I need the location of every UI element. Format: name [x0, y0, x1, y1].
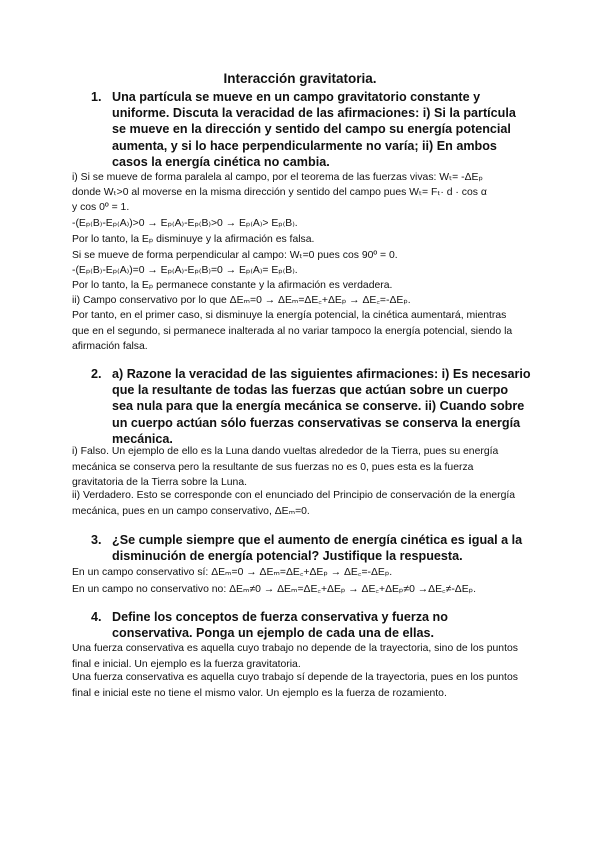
q1-answer-line-2: donde Wₜ>0 al moverse en la misma dirección y sentido del campo pues Wₜ= Fₜ· d · cos α — [72, 187, 487, 198]
q1-answer-line-3: y cos 0º = 1. — [72, 202, 130, 213]
q1-answer-line-4: -(Eₚ₍B₎-Eₚ₍A₎)>0 → Eₚ₍A₎-Eₚ₍B₎>0 → Eₚ₍A₎> Eₚ₍B₎. — [72, 218, 298, 229]
q3-answer-line-2: En un campo no conservativo no: ΔEₘ≠0 → ΔEₘ=ΔE꜀+ΔEₚ → ΔE꜀+ΔEₚ≠0 →ΔE꜀≠-ΔEₚ. — [72, 584, 476, 595]
question-4-text: Define los conceptos de fuerza conservativa y fuerza no conservativa. Ponga un ejemplo de cada una de ellas. — [112, 610, 448, 641]
question-4 — [91, 609, 531, 641]
q1-answer-line-7: -(Eₚ₍B₎-Eₚ₍A₎)=0 → Eₚ₍A₎-Eₚ₍B₎=0 → Eₚ₍A₎= Eₚ₍B₎. — [72, 265, 298, 276]
page-title: Interacción gravitatoria. — [223, 71, 377, 86]
q1-answer-line-1: i) Si se mueve de forma paralela al campo, por el teorema de las fuerzas vivas: Wₜ= -ΔEₚ — [72, 172, 483, 183]
q1-answer-line-9: ii) Campo conservativo por lo que ΔEₘ=0 → ΔEₘ=ΔE꜀+ΔEₚ → ΔE꜀=-ΔEₚ. — [72, 295, 411, 306]
q2-answer-i: i) Falso. Un ejemplo de ello es la Luna dando vueltas alrededor de la Tierra, pues su energía mecánica se conserva pero la resultante de sus fuerzas no es 0, pues esta es la fuerza gravitatoria de la Tierra sobre la Luna. — [72, 446, 499, 489]
question-4-number: 4. — [91, 610, 102, 624]
q3-answer-line-1: En un campo conservativo sí: ΔEₘ=0 → ΔEₘ=ΔE꜀+ΔEₚ → ΔE꜀=-ΔEₚ. — [72, 567, 393, 578]
question-2-text: a) Razone la veracidad de las siguientes afirmaciones: i) Es necesario que la resultante de todas las fuerzas que actúan sobre un cuerpo sea nula para que la energía mecánica se conserve. ii) Cuando sobre un cuerpo actúan sólo fuerzas conservativas se conserva la energía mecánica. — [112, 367, 531, 446]
q1-answer-line-8: Por lo tanto, la Eₚ permanece constante y la afirmación es verdadera. — [72, 280, 393, 291]
q4-answer-2: Una fuerza conservativa es aquella cuyo trabajo sí depende de la trayectoria, pues en los puntos final e inicial este no tiene el mismo valor. Un ejemplo es la fuerza de rozamiento. — [72, 672, 518, 699]
question-3 — [91, 532, 531, 564]
q1-conclusion: Por tanto, en el primer caso, si disminuye la energía potencial, la cinética aumentará, mientras que en el segundo, si permanece inalterada al no variar tampoco la energía potencial, siendo la afirmación falsa. — [72, 310, 513, 353]
question-3-number: 3. — [91, 533, 102, 547]
q2-answer-ii: ii) Verdadero. Esto se corresponde con el enunciado del Principio de conservación de la energía mecánica, pues en un campo conservativo, ΔEₘ=0. — [72, 490, 516, 517]
question-1-number: 1. — [91, 90, 102, 104]
question-1-text: Una partícula se mueve en un campo gravitatorio constante y uniforme. Discuta la veracidad de las afirmaciones: i) Si la partícula se mueve en la dirección y sentido del campo su energía potencial aumenta, y si lo hace perpendicularmente no varía; ii) En ambos casos la energía cinética no cambia. — [112, 90, 516, 169]
question-3-text: ¿Se cumple siempre que el aumento de energía cinética es igual a la disminución de energía potencial? Justifique la respuesta. — [112, 533, 523, 564]
question-2 — [91, 366, 531, 447]
q1-answer-line-5: Por lo tanto, la Eₚ disminuye y la afirmación es falsa. — [72, 234, 315, 245]
question-1 — [91, 89, 531, 170]
q4-answer-1: Una fuerza conservativa es aquella cuyo trabajo no depende de la trayectoria, sino de los puntos final e inicial. Un ejemplo es la fuerza gravitatoria. — [72, 643, 518, 670]
q1-answer-line-6: Si se mueve de forma perpendicular al campo: Wₜ=0 pues cos 90º = 0. — [72, 250, 398, 261]
question-2-number: 2. — [91, 367, 102, 381]
